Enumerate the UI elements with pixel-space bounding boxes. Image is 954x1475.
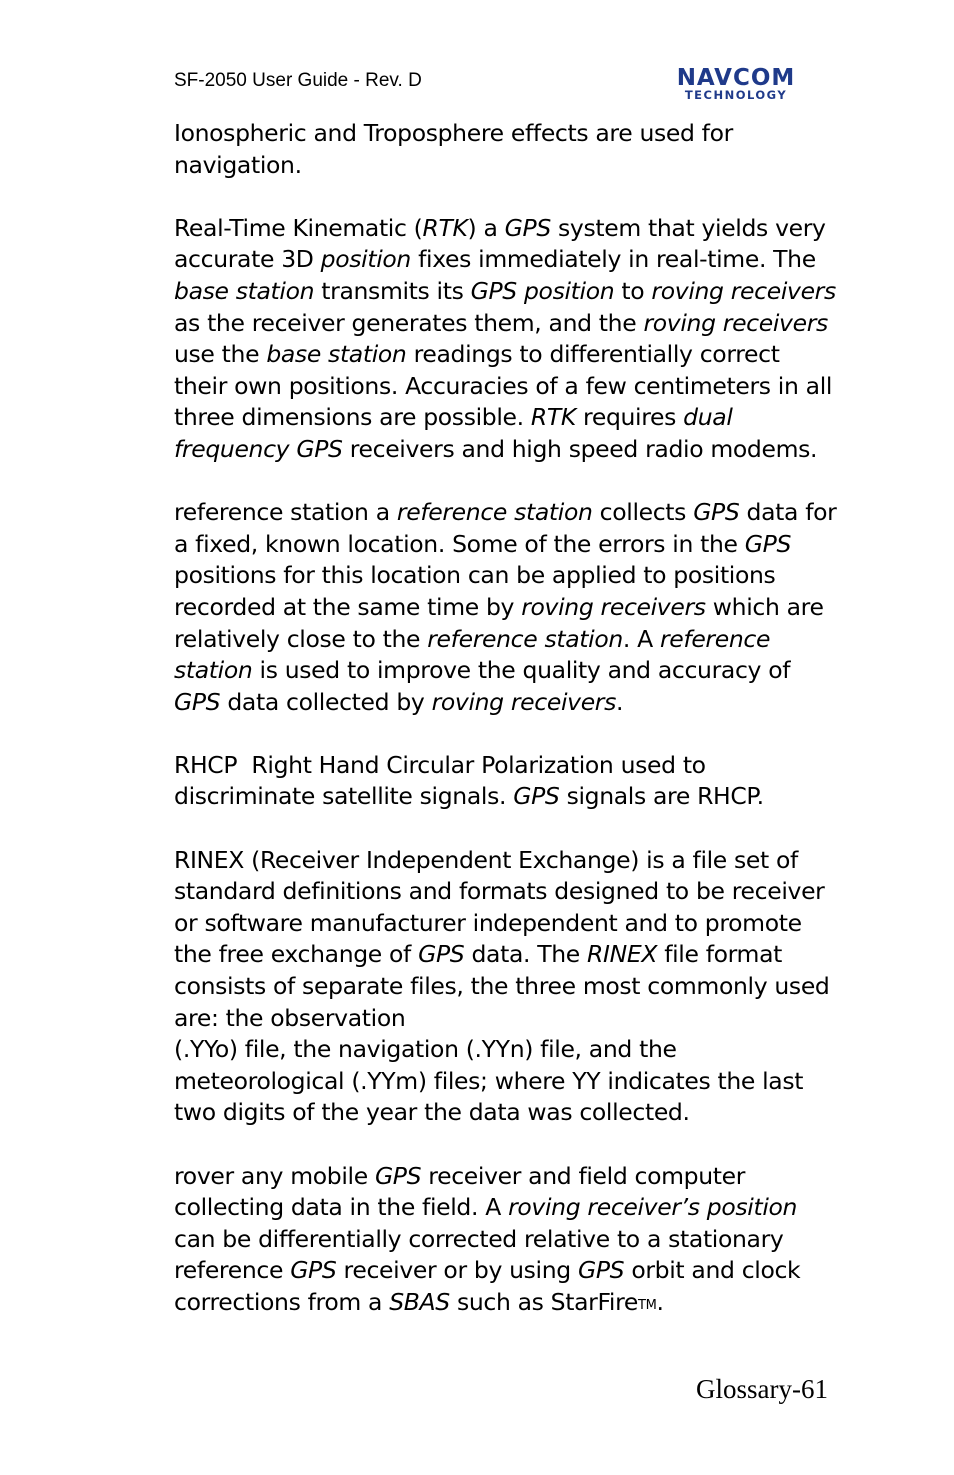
crossref: GPS xyxy=(374,1161,422,1190)
crossref: GPS xyxy=(174,687,221,716)
crossref: GPS xyxy=(290,1256,337,1285)
crossref: dual frequency GPS xyxy=(174,403,733,463)
text: to xyxy=(614,276,652,305)
text: which are relatively close to the xyxy=(174,592,824,653)
text: (.YYo) file, the navigation (.YYn) file, and the meteorological (.YYm) files; where YY indicates the last two digits of the year the data was collected. xyxy=(174,1035,804,1127)
text: is used to improve the quality and accuracy of xyxy=(252,656,791,685)
text: receiver and field computer collecting data in the field. A xyxy=(174,1161,746,1222)
text: any mobile xyxy=(233,1161,375,1190)
crossref: GPS xyxy=(418,940,465,969)
term-rhcp: RHCP Right Hand Circular Polarization xyxy=(174,750,614,779)
trademark-mark: TM xyxy=(638,1297,657,1313)
text: Ionospheric and Troposphere effects are used for navigation. xyxy=(174,119,733,179)
crossref: SBAS xyxy=(389,1287,450,1316)
term-italic: RTK xyxy=(422,213,468,242)
text: fixes immediately in real-time. The xyxy=(410,245,816,274)
crossref: GPS xyxy=(513,782,560,811)
text: readings to differentially correct their own positions. Accuracies of a few centimeters in all three dimensions are possible. xyxy=(174,340,833,432)
term-rover: rover xyxy=(174,1161,234,1190)
text: use the xyxy=(174,340,267,369)
term-reference-station: reference station xyxy=(174,498,369,527)
text: as the receiver generates them, and the xyxy=(174,308,644,337)
text: data collected by xyxy=(220,687,432,716)
text: a xyxy=(368,498,397,527)
crossref: GPS position xyxy=(470,276,615,305)
crossref: GPS xyxy=(744,529,792,558)
text: transmits its xyxy=(314,276,471,305)
crossref: GPS xyxy=(693,498,740,527)
text: positions for this location can be applied to positions recorded at the same time by xyxy=(174,561,776,621)
text: can be differentially corrected relative to a stationary reference xyxy=(174,1224,784,1285)
page-number: Glossary-61 xyxy=(696,1374,828,1404)
crossref: reference station xyxy=(427,624,623,653)
entry-intro-continuation xyxy=(174,118,838,181)
text: . xyxy=(616,687,624,716)
crossref: reference station xyxy=(396,498,593,527)
text: file format consists of separate files, the three most commonly used are: the observation xyxy=(174,940,830,1032)
text: . xyxy=(656,1287,664,1316)
term-text: Real-Time Kinematic ( xyxy=(174,213,423,242)
crossref: base station xyxy=(174,276,315,305)
text: receiver or by using xyxy=(336,1256,578,1285)
text: used to discriminate satellite signals. xyxy=(174,750,706,811)
entry-reference-station xyxy=(174,497,838,718)
crossref: RTK xyxy=(530,403,576,432)
logo-subtitle: TECHNOLOGY xyxy=(684,88,788,101)
text: a xyxy=(476,213,505,242)
text: data. The xyxy=(464,940,588,969)
term-rinex: RINEX (Receiver Independent Exchange) xyxy=(174,845,640,874)
logo-wordmark: NAVCOM xyxy=(676,65,796,91)
crossref: roving receivers xyxy=(431,687,617,716)
crossref: roving receivers xyxy=(643,308,828,337)
crossref: roving receivers xyxy=(521,592,706,621)
crossref: GPS xyxy=(504,213,551,242)
text: system that yields very accurate 3D xyxy=(174,213,826,274)
crossref: roving receiver’s position xyxy=(508,1193,798,1222)
entry-rtk xyxy=(174,213,838,466)
text: receivers and high speed radio modems. xyxy=(342,434,818,463)
crossref: RINEX xyxy=(587,940,658,969)
crossref: base station xyxy=(266,340,407,369)
term-text: ) xyxy=(467,213,477,242)
entry-rover xyxy=(174,1161,838,1322)
navcom-logo xyxy=(643,65,829,101)
text: data for a fixed, known location. Some of the errors in the xyxy=(174,498,837,558)
text: signals are RHCP. xyxy=(559,782,764,811)
entry-rhcp xyxy=(174,750,838,813)
glossary-content xyxy=(174,118,838,1353)
crossref: roving receivers xyxy=(651,276,836,305)
text: . A xyxy=(622,624,660,653)
text: is a file set of standard definitions and formats designed to be receiver or software manufacturer independent and to promote the free exchange of xyxy=(174,845,825,969)
crossref: position xyxy=(320,245,411,274)
text: requires xyxy=(575,403,684,432)
text: collects xyxy=(592,498,694,527)
header-title: SF-2050 User Guide - Rev. D xyxy=(174,70,422,91)
text: orbit and clock corrections from a xyxy=(174,1256,801,1316)
entry-rinex xyxy=(174,845,838,1129)
crossref: GPS xyxy=(577,1256,625,1285)
text: such as StarFire xyxy=(449,1287,639,1316)
term-rtk xyxy=(174,214,476,242)
crossref: reference station xyxy=(174,624,771,685)
